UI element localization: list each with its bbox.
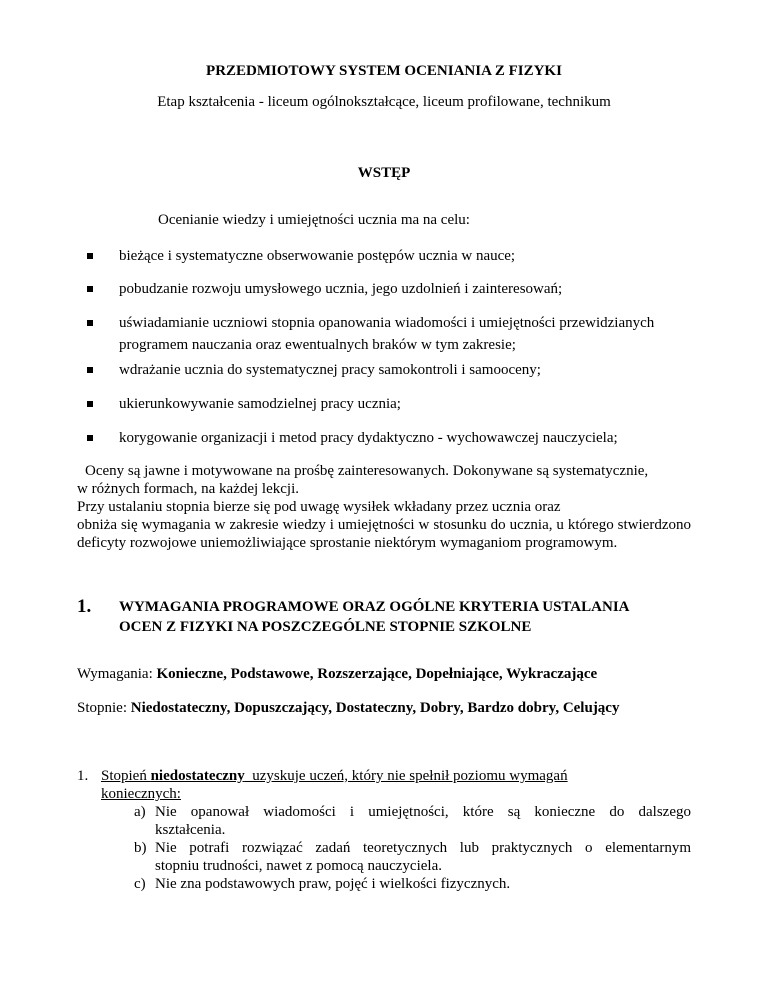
list-item: pobudzanie rozwoju umysłowego ucznia, jego uzdolnień i zainteresowań; — [119, 281, 563, 297]
section-number: 1. — [77, 596, 92, 617]
bullet-square-icon — [87, 401, 93, 407]
grade-item-prefix: Stopień — [101, 768, 151, 784]
section-heading: OCEN Z FIZYKI NA POSZCZEGÓLNE STOPNIE SZKOLNE — [119, 619, 532, 635]
sub-item-continuation: kształcenia. — [155, 822, 226, 838]
grade-name: niedostateczny — [150, 768, 245, 784]
bullet-square-icon — [87, 253, 93, 259]
sub-item-text: Nie potrafi rozwiązać zadań teoretycznych lub praktycznych o elementarnym — [155, 840, 691, 856]
sub-item-text: Nie zna podstawowych praw, pojęć i wielkości fizycznych. — [155, 876, 511, 892]
list-item: bieżące i systematyczne obserwowanie postępów ucznia w nauce; — [119, 248, 516, 264]
paragraph-line: w różnych formach, na każdej lekcji. — [77, 481, 299, 497]
sub-item-label: c) — [134, 876, 146, 892]
grade-item — [101, 767, 568, 785]
section-heading: WYMAGANIA PROGRAMOWE ORAZ OGÓLNE KRYTERIA USTALANIA — [119, 599, 630, 615]
requirements-values: Konieczne, Podstawowe, Rozszerzające, Dopełniające, Wykraczające — [156, 666, 598, 682]
grade-item-suffix: uzyskuje uczeń, który nie spełnił poziomu wymagań — [244, 768, 568, 784]
sub-item-label: b) — [134, 840, 147, 856]
bullet-square-icon — [87, 286, 93, 292]
grades-label: Stopnie: — [77, 700, 131, 716]
paragraph-line: Przy ustalaniu stopnia bierze się pod uwagę wysiłek wkładany przez ucznia oraz — [77, 499, 561, 515]
intro-lead: Ocenianie wiedzy i umiejętności ucznia ma na celu: — [158, 212, 470, 228]
list-item: uświadamianie uczniowi stopnia opanowania wiadomości i umiejętności przewidzianych — [119, 315, 655, 331]
grades-values: Niedostateczny, Dopuszczający, Dostateczny, Dobry, Bardzo dobry, Celujący — [130, 700, 620, 716]
document-title: PRZEDMIOTOWY SYSTEM OCENIANIA Z FIZYKI — [206, 63, 562, 79]
list-item: wdrażanie ucznia do systematycznej pracy samokontroli i samooceny; — [119, 362, 541, 378]
requirements-label: Wymagania: — [77, 666, 157, 682]
sub-item-text: Nie opanował wiadomości i umiejętności, które są konieczne do dalszego — [155, 804, 691, 820]
bullet-square-icon — [87, 435, 93, 441]
requirements-line — [77, 665, 597, 683]
grade-item-continuation: koniecznych: — [101, 786, 181, 802]
list-item-continuation: programem nauczania oraz ewentualnych braków w tym zakresie; — [119, 337, 516, 353]
paragraph-line: Oceny są jawne i motywowane na prośbę zainteresowanych. Dokonywane są systematycznie, — [85, 463, 649, 479]
sub-item-label: a) — [134, 804, 146, 820]
grades-line — [77, 699, 619, 717]
bullet-square-icon — [87, 367, 93, 373]
list-item: ukierunkowywanie samodzielnej pracy ucznia; — [119, 396, 401, 412]
bullet-square-icon — [87, 320, 93, 326]
list-item: korygowanie organizacji i metod pracy dydaktyczno - wychowawczej nauczyciela; — [119, 430, 618, 446]
list-number: 1. — [77, 768, 89, 784]
intro-heading: WSTĘP — [357, 165, 411, 181]
document-subtitle: Etap kształcenia - liceum ogólnokształcące, liceum profilowane, technikum — [157, 94, 611, 110]
sub-item-continuation: stopniu trudności, nawet z pomocą nauczyciela. — [155, 858, 442, 874]
paragraph-justified: obniża się wymagania w zakresie wiedzy i umiejętności w stosunku do ucznia, u którego stwierdzono deficyty rozwojowe uniemożliwiające sprostanie niektórym wymaganiom programowym. — [77, 517, 691, 551]
